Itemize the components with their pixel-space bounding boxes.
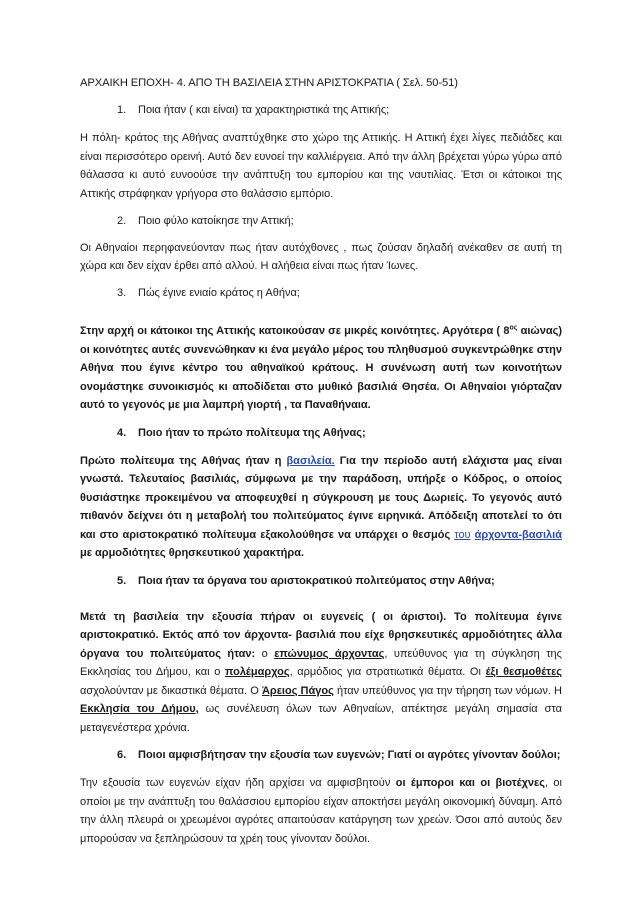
question-2 bbox=[80, 214, 562, 228]
answer-6 bbox=[80, 774, 562, 848]
answer-6-text-a: Την εξουσία των ευγενών είχαν ήδη αρχίσει να αμφισβητούν bbox=[80, 777, 396, 789]
term-thesmothetes: έξι θεσμοθέτες bbox=[485, 666, 563, 678]
question-number: 2. bbox=[117, 215, 127, 227]
term-basileia: βασιλεία. bbox=[286, 454, 335, 467]
question-text: Ποια ήταν ( και είναι) τα χαρακτηριστικά της Αττικής; bbox=[138, 104, 390, 116]
term-emporoi-viotechnes: οι έμποροι και οι βιοτέχνες bbox=[395, 777, 545, 789]
answer-5-text-a: ο bbox=[261, 647, 275, 660]
question-number: 1. bbox=[117, 104, 127, 116]
answer-2: Οι Αθηναίοι περηφανεύονταν πως ήταν αυτόχθονες , πως ζούσαν δηλαδή ανέκαθεν σε αυτή τη χώρα και δεν είχαν έρθει από αλλού. Η αλήθεια είναι πως ήταν Ίωνες. bbox=[80, 242, 562, 272]
question-4 bbox=[80, 426, 562, 440]
question-text: Ποιο φύλο κατοίκησε την Αττική; bbox=[138, 215, 294, 227]
term-polemarchos: πολέμαρχος bbox=[224, 666, 290, 678]
term-ekklisia-tou-dimou: Εκκλησία του Δήμου, bbox=[80, 703, 199, 715]
question-text: Ποιοι αμφισβήτησαν την εξουσία των ευγενών; Γιατί οι αγρότες γίνονταν δούλοι; bbox=[138, 749, 561, 761]
document-title: ΑΡΧΑΙΚΗ ΕΠΟΧΗ- 4. ΑΠΟ ΤΗ ΒΑΣΙΛΕΙΑ ΣΤΗΝ ΑΡΙΣΤΟΚΡΑΤΙΑ ( Σελ. 50-51) bbox=[80, 77, 458, 89]
answer-5 bbox=[80, 608, 562, 738]
question-6 bbox=[80, 748, 562, 762]
century-ordinal-superscript: ος bbox=[509, 324, 518, 332]
answer-5-text-f: ως συνέλευση όλων των Αθηναίων, απέκτησε μεγάλη σημασία στα μεταγενέστερα χρόνια. bbox=[80, 703, 563, 734]
question-text: Ποιο ήταν το πρώτο πολίτευμα της Αθήνας; bbox=[138, 426, 366, 439]
question-1 bbox=[80, 103, 562, 117]
answer-4 bbox=[80, 452, 562, 563]
answer-4-text-b: Για την περίοδο αυτή ελάχιστα μας είναι γνωστά. Τελευταίος βασιλιάς, σύμφωνα με την παράδοση, υπήρξε ο Κόδρος, ο οποίος θυσιάστηκε προκειμένου να αποφευχθεί η σύγκρουση με τους Δωριείς. Το γεγονός αυτό πιθανόν δείχνει ότι η μεταβολή του πολιτεύματος έγινε ειρηνικά. Απόδειξη αποτελεί το ότι και στο αριστοκρατικό πολίτευμα εξακολούθησε να υπάρχει ο θεσμός bbox=[80, 454, 562, 541]
answer-5-text-c: , αρμόδιος για στρατιωτικά θέματα. Οι bbox=[289, 666, 486, 678]
term-tou: του bbox=[454, 528, 471, 541]
question-number: 6. bbox=[117, 749, 127, 761]
answer-3 bbox=[80, 322, 562, 415]
term-areios-pagos: Άρειος Πάγος bbox=[261, 684, 334, 697]
answer-5-text-b: , υπεύθυνος για τη σύγκληση της Εκκλησίας του Δήμου, και ο bbox=[80, 647, 562, 678]
question-5 bbox=[80, 574, 562, 588]
question-text: Πώς έγινε ενιαίο κράτος η Αθήνα; bbox=[138, 287, 300, 299]
question-text: Ποια ήταν τα όργανα του αριστοκρατικού πολιτεύματος στην Αθήνα; bbox=[138, 574, 495, 587]
question-3 bbox=[80, 286, 562, 300]
answer-4-text-a: Πρώτο πολίτευμα της Αθήνας ήταν η bbox=[80, 454, 287, 467]
term-archonta-basilia: άρχοντα-βασιλιά bbox=[474, 528, 562, 541]
question-number: 5. bbox=[117, 574, 127, 587]
answer-3-text-b: αιώνας) οι κοινότητες αυτές συνενώθηκαν κι ένα μεγάλο μέρος του πληθυσμού συγκεντρώθηκε στην Αθήνα που έγινε κέντρο του αθηναϊκού κράτους. Η συνένωση αυτή των κοινοτήτων ονομάστηκε συνοικισμός κι αποδίδεται στο μυθικό βασιλιά Θησέα. Οι Αθηναίοι γιόρταζαν αυτό το γεγονός με μια λαμπρή γιορτή , τα Παναθήναια. bbox=[80, 325, 562, 411]
answer-5-text-bold: Μετά τη βασιλεία την εξουσία πήραν οι ευγενείς ( οι άριστοι). Το πολίτευμα έγινε αριστοκρατικό. Εκτός από τον άρχοντα- βασιλιά που είχε θρησκευτικές αρμοδιότητες άλλα όργανα του πολιτεύματος ήταν: bbox=[80, 610, 562, 660]
answer-5-text-d: ασχολούνταν με δικαστικά θέματα. Ο bbox=[80, 684, 262, 697]
question-number: 3. bbox=[117, 287, 127, 299]
answer-6-text-b: , οι οποίοι με την ανάπτυξη του θαλάσσιου εμπορίου είχαν αποκτήσει μεγάλη οικονομική δύναμη. Από την άλλη πλευρά οι χρεωμένοι αγρότες απαιτούσαν κατάργηση των χρεών. Όσοι από αυτούς δεν μπορούσαν να ξεπληρώσουν τα χρέη τους γίνονταν δούλοι. bbox=[80, 777, 562, 845]
answer-5-text-e: ήταν υπεύθυνος για την τήρηση των νόμων. Η bbox=[333, 684, 562, 697]
answer-1: Η πόλη- κράτος της Αθήνας αναπτύχθηκε στο χώρο της Αττικής. Η Αττική έχει λίγες πεδιάδες και είναι περισσότερο ορεινή. Αυτό δεν ευνοεί την καλλιέργεια. Από την άλλη βρέχεται γύρω γύρω από θάλασσα κι αυτό ευνοούσε την ανάπτυξη του εμπορίου και της ναυτιλίας. Έτσι οι κάτοικοι της Αττικής στράφηκαν γρήγορα στο θαλάσσιο εμπόριο. bbox=[80, 132, 562, 200]
question-number: 4. bbox=[117, 426, 127, 439]
answer-3-text-a: Στην αρχή οι κάτοικοι της Αττικής κατοικούσαν σε μικρές κοινότητες. Αργότερα ( 8 bbox=[80, 325, 510, 337]
term-eponymos-archontas: επώνυμος άρχοντας bbox=[274, 647, 385, 660]
answer-4-text-c: με αρμοδιότητες θρησκευτικού χαρακτήρα. bbox=[80, 547, 305, 559]
